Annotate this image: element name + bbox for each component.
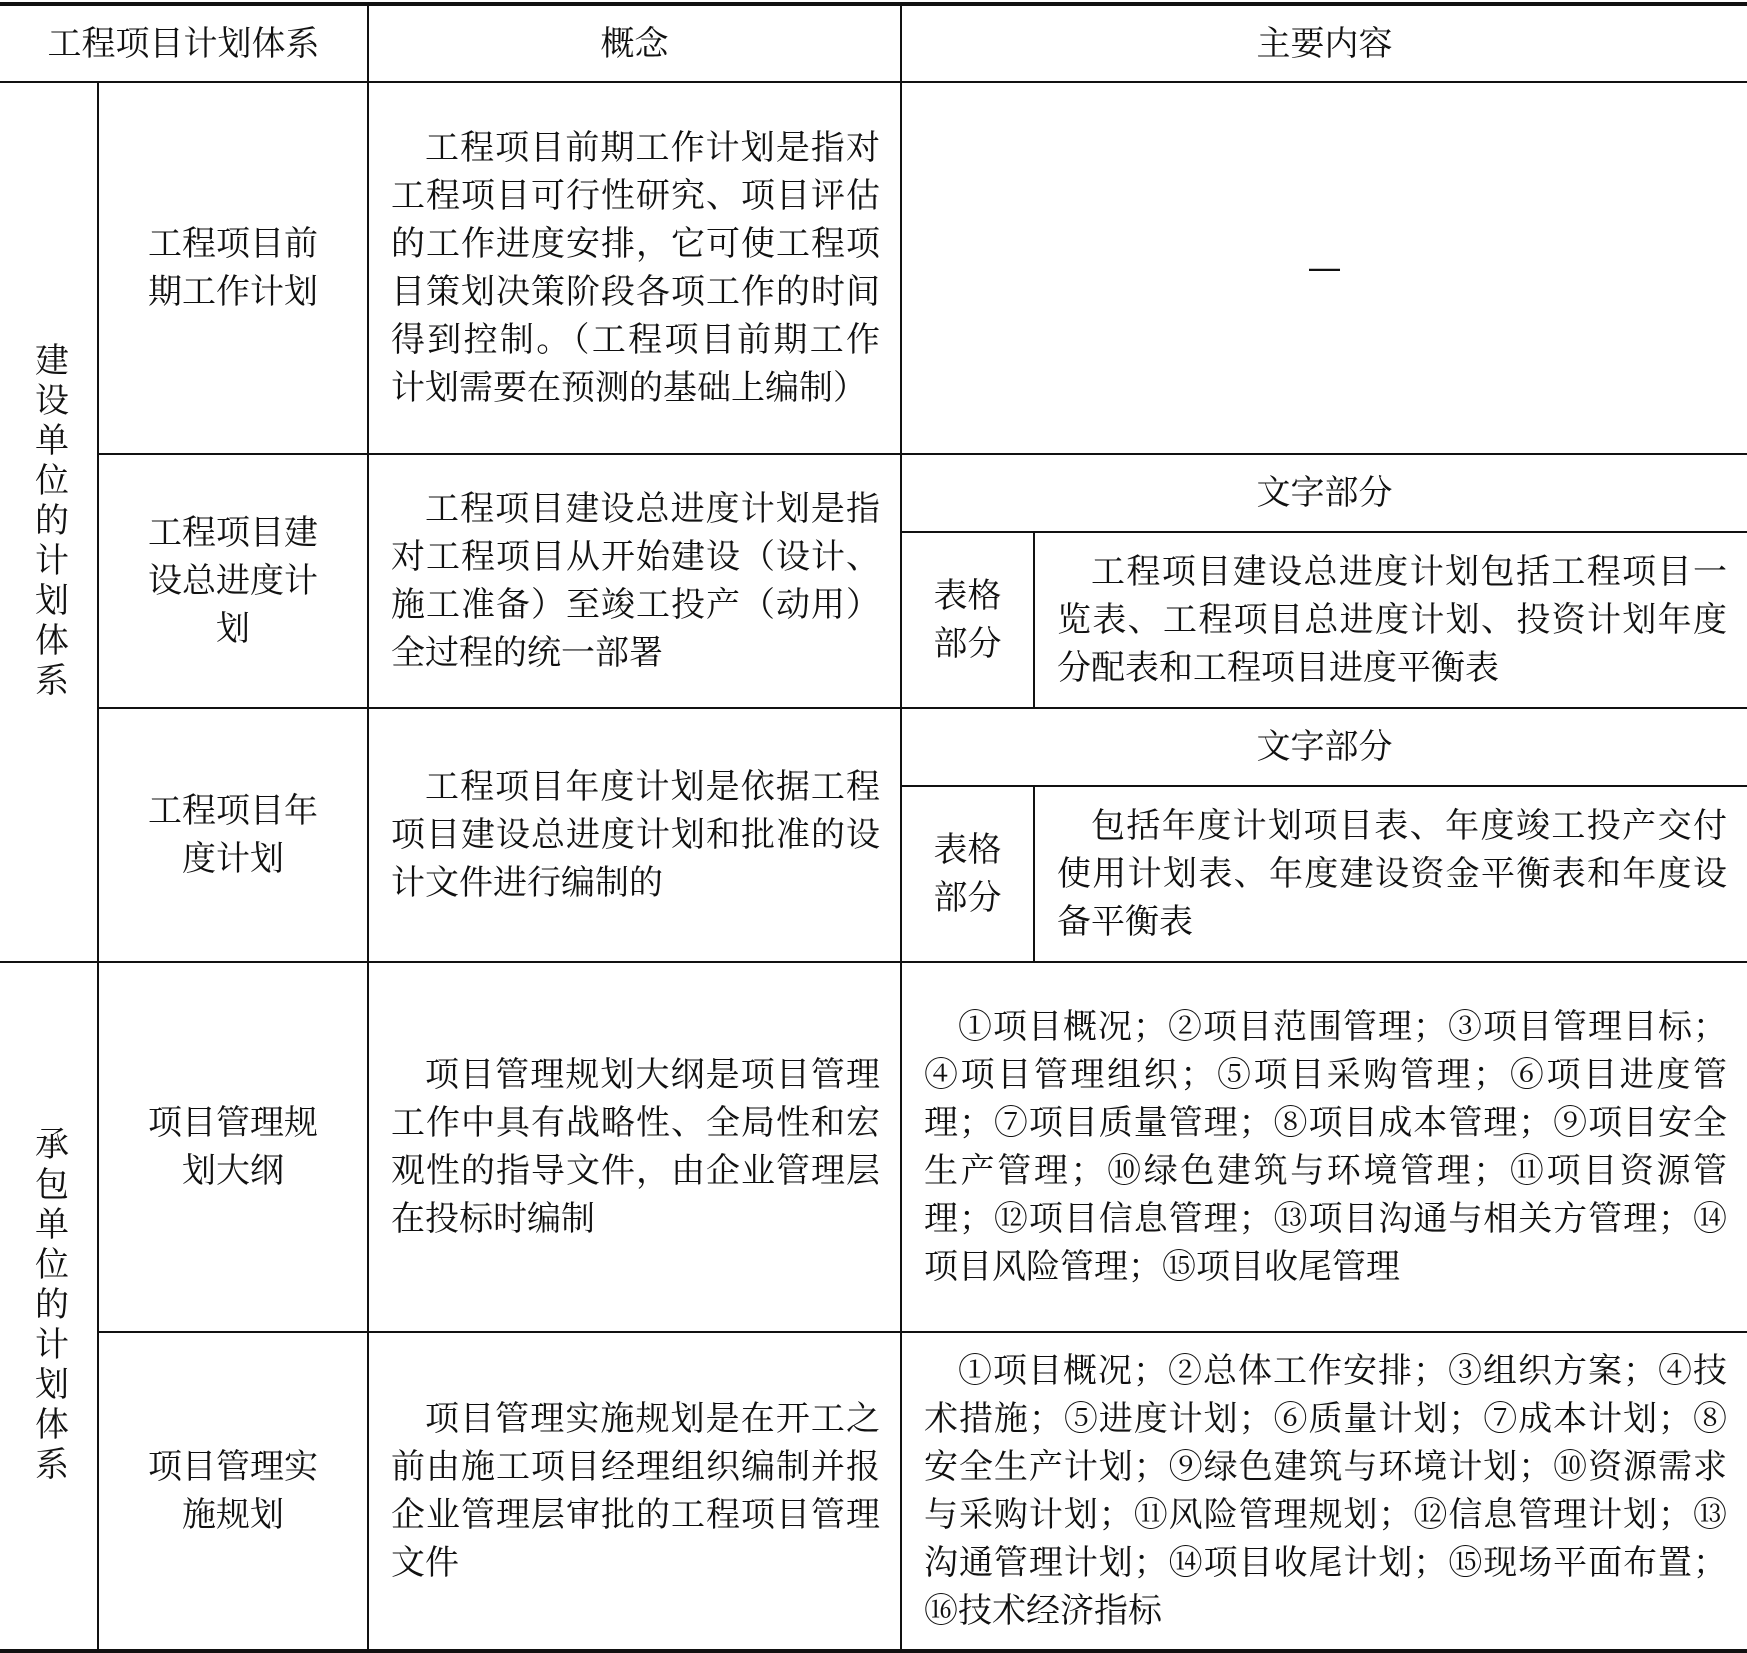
plan-content: ①项目概况；②总体工作安排；③组织方案；④技术措施；⑤进度计划；⑥质量计划；⑦成本计划；⑧安全生产计划；⑨绿色建筑与环境计划；⑩资源需求与采购计划；⑪风险管理规划；⑫信息管理计划；⑬沟通管理计划；⑭项目收尾计划；⑮现场平面布置；⑯技术经济指标 [901, 1332, 1747, 1651]
text-part-label: 文字部分 [901, 454, 1747, 532]
plan-concept: 项目管理实施规划是在开工之前由施工项目经理组织编制并报企业管理层审批的工程项目管理文件 [368, 1332, 901, 1651]
table-part-label: 表格部分 [933, 576, 1002, 664]
plan-name: 工程项目建设总进度计划 [148, 513, 318, 649]
group-label-text: 承包单位的计划体系 [28, 1126, 69, 1486]
table-part-label-cell [901, 532, 1034, 708]
table-row [0, 82, 1747, 454]
table-part-label-cell [901, 786, 1034, 962]
group-label-text: 建设单位的计划体系 [28, 342, 69, 702]
planning-system-table [0, 2, 1747, 1653]
table-row [0, 1332, 1747, 1651]
plan-content [901, 82, 1747, 454]
plan-name: 工程项目年度计划 [148, 791, 318, 879]
group-label-contractor [0, 962, 98, 1651]
plan-name-cell [98, 708, 368, 962]
table-row [0, 454, 1747, 532]
plan-name-cell [98, 962, 368, 1332]
table-row [0, 708, 1747, 786]
plan-name-cell [98, 82, 368, 454]
plan-concept: 工程项目前期工作计划是指对工程项目可行性研究、项目评估的工作进度安排，它可使工程项目策划决策阶段各项工作的时间得到控制。（工程项目前期工作计划需要在预测的基础上编制） [368, 82, 901, 454]
plan-name: 工程项目前期工作计划 [148, 224, 318, 312]
plan-name-cell [98, 454, 368, 708]
header-content: 主要内容 [901, 4, 1747, 82]
plan-name: 项目管理规划大纲 [148, 1103, 318, 1191]
plan-concept: 项目管理规划大纲是项目管理工作中具有战略性、全局性和宏观性的指导文件，由企业管理层在投标时编制 [368, 962, 901, 1332]
table-part-content: 包括年度计划项目表、年度竣工投产交付使用计划表、年度建设资金平衡表和年度设备平衡表 [1034, 786, 1747, 962]
plan-name: 项目管理实施规划 [148, 1447, 318, 1535]
header-system: 工程项目计划体系 [0, 4, 368, 82]
plan-name-cell [98, 1332, 368, 1651]
header-concept: 概念 [368, 4, 901, 82]
plan-concept: 工程项目年度计划是依据工程项目建设总进度计划和批准的设计文件进行编制的 [368, 708, 901, 962]
table-part-label: 表格部分 [933, 830, 1002, 918]
text-part-label: 文字部分 [901, 708, 1747, 786]
header-row [0, 4, 1747, 82]
group-label-owner [0, 82, 98, 962]
empty-dash: — [1307, 248, 1342, 288]
table-row [0, 962, 1747, 1332]
table-part-content: 工程项目建设总进度计划包括工程项目一览表、工程项目总进度计划、投资计划年度分配表和工程项目进度平衡表 [1034, 532, 1747, 708]
plan-content: ①项目概况；②项目范围管理；③项目管理目标；④项目管理组织；⑤项目采购管理；⑥项目进度管理；⑦项目质量管理；⑧项目成本管理；⑨项目安全生产管理；⑩绿色建筑与环境管理；⑪项目资源管理；⑫项目信息管理；⑬项目沟通与相关方管理；⑭项目风险管理；⑮项目收尾管理 [901, 962, 1747, 1332]
plan-concept: 工程项目建设总进度计划是指对工程项目从开始建设（设计、施工准备）至竣工投产（动用）全过程的统一部署 [368, 454, 901, 708]
